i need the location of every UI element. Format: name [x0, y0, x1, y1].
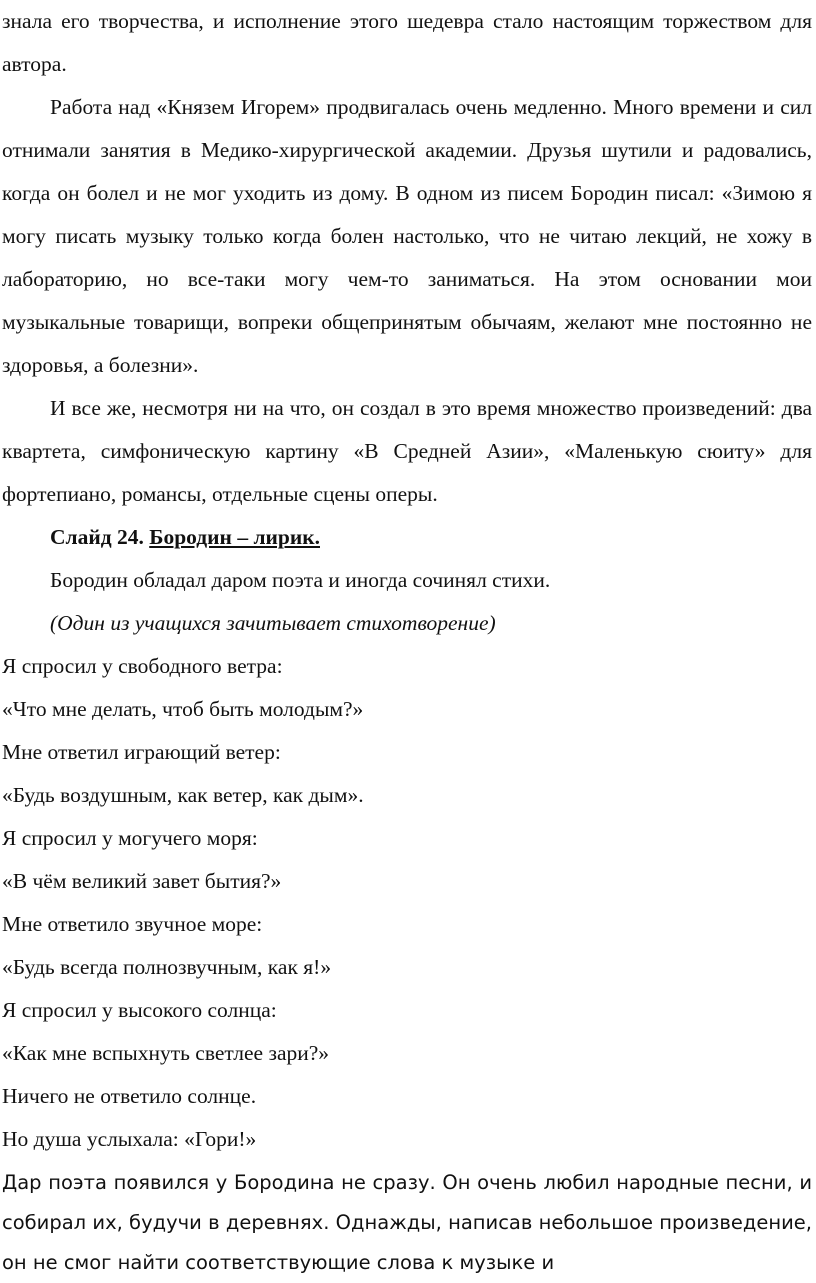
paragraph-prince-igor: Работа над «Князем Игорем» продвигалась очень медленно. Много времени и сил отнимали занятия в Медико-хирургической академии. Друзья шутили и радовались, когда он болел и не мог уходить из дому. В одном из писем Бородин писал: «Зимою я могу писать музыку только когда болен настолько, что не читаю лекций, не хожу в лабораторию, но все-таки могу чем-то заниматься. На этом основании мои музыкальные товарищи, вопреки общепринятым обычаям, желают мне постоянно не здоровья, а болезни».	[2, 95, 812, 377]
poem-line: Я спросил у высокого солнца:	[2, 998, 277, 1022]
poem-line: Я спросил у свободного ветра:	[2, 654, 283, 678]
paragraph-continued: знала его творчества, и исполнение этого шедевра стало настоящим торжеством для автора.	[2, 9, 812, 76]
intro-line: Бородин обладал даром поэта и иногда сочинял стихи.	[50, 568, 551, 592]
paragraph-works: И все же, несмотря ни на что, он создал в это время множество произведений: два квартета, симфоническую картину «В Средней Азии», «Маленькую сюиту» для фортепиано, романсы, отдельные сцены оперы.	[2, 396, 812, 506]
poem-line: «Будь всегда полнозвучным, как я!»	[2, 955, 332, 979]
poem-line: Но душа услыхала: «Гори!»	[2, 1127, 257, 1151]
poem	[2, 645, 812, 1161]
slide-title: Бородин – лирик.	[149, 525, 320, 549]
poem-line: «Как мне вспыхнуть светлее зари?»	[2, 1041, 330, 1065]
poem-line: Ничего не ответило солнце.	[2, 1084, 257, 1108]
poem-line: «Будь воздушным, как ветер, как дым».	[2, 783, 364, 807]
poem-line: Я спросил у могучего моря:	[2, 826, 258, 850]
stage-note: (Один из учащихся зачитывает стихотворение)	[50, 611, 496, 635]
poem-line: «В чём великий завет бытия?»	[2, 869, 282, 893]
poem-line: «Что мне делать, чтоб быть молодым?»	[2, 697, 364, 721]
slide-heading	[2, 516, 812, 559]
slide-label: Слайд 24.	[50, 525, 144, 549]
poem-line: Мне ответило звучное море:	[2, 912, 263, 936]
poem-line: Мне ответил играющий ветер:	[2, 740, 281, 764]
paragraph-final: Дар поэта появился у Бородина не сразу. Он очень любил народные песни, и собирал их, будучи в деревнях. Однажды, написав небольшое произведение, он не смог найти соответствующие слова к музыке и	[2, 1171, 812, 1274]
